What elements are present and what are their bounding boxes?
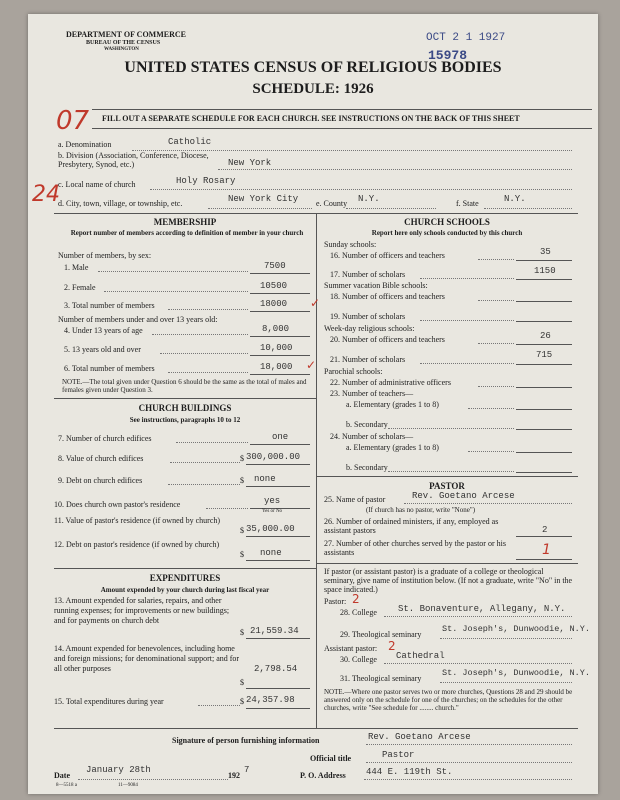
- pastor-footnote: NOTE.—Where one pastor serves two or more churches, Questions 28 and 29 should be answered only on the schedule for one of the churches; on the schedules for the other churches, write "See schedule for ........ church.": [324, 688, 573, 712]
- local-name-label: c. Local name of church: [58, 180, 136, 189]
- q7-label: 7. Number of church edifices: [58, 434, 152, 443]
- q30-value: Cathedral: [396, 651, 445, 661]
- q11-label: 11. Value of pastor's residence (if owned by church): [54, 516, 221, 525]
- q30-label: 30. College: [340, 655, 377, 664]
- official-title-label: Official title: [310, 754, 352, 763]
- q31-value: St. Joseph's, Dunwoodie, N.Y.: [442, 668, 590, 678]
- membership-footnote: NOTE.—The total given under Question 6 should be the same as the total of males and females given under Question 3.: [62, 378, 307, 394]
- q13-value: 21,559.34: [250, 626, 299, 636]
- q23a-label: a. Elementary (grades 1 to 8): [346, 400, 439, 409]
- red-annotation-2: 24: [32, 182, 60, 207]
- q27-value: 1: [542, 542, 551, 558]
- q20-label: 20. Number of officers and teachers: [330, 335, 445, 344]
- state-value: N.Y.: [504, 194, 526, 204]
- county-label: e. County: [316, 199, 348, 208]
- red-mark: 2: [388, 639, 396, 653]
- address-value: 444 E. 119th St.: [366, 767, 453, 777]
- q2-value: 10500: [260, 281, 288, 291]
- state-label: f. State: [456, 199, 479, 208]
- divider: [92, 109, 592, 110]
- buildings-title: CHURCH BUILDINGS: [138, 403, 232, 413]
- q4-label: 4. Under 13 years of age: [64, 326, 143, 335]
- divider: [92, 128, 592, 129]
- q25-hint: (If church has no pastor, write "None"): [366, 506, 476, 514]
- q24a-label: a. Elementary (grades 1 to 8): [346, 443, 439, 452]
- q17-value: 1150: [534, 266, 556, 276]
- column-divider: [316, 213, 317, 728]
- q6-label: 6. Total number of members: [64, 364, 155, 373]
- signature-label: Signature of person furnishing information: [172, 736, 320, 745]
- expenditures-title: EXPENDITURES: [149, 573, 221, 583]
- q26-value: 2: [542, 525, 548, 535]
- q27-label: 27. Number of other churches served by the pastor or his assistants: [324, 539, 506, 557]
- q1-value: 7500: [264, 261, 286, 271]
- q24b-label: b. Secondary: [346, 463, 388, 472]
- q29-label: 29. Theological seminary: [340, 630, 422, 639]
- q7-value: one: [272, 432, 289, 442]
- membership-note: Report number of members according to definition of member in your church: [70, 229, 304, 237]
- pastor-title: PASTOR: [429, 481, 465, 491]
- q12-label: 12. Debt on pastor's residence (if owned by church): [54, 540, 220, 549]
- by-sex-label: Number of members, by sex:: [58, 251, 152, 260]
- q17-label: 17. Number of scholars: [330, 270, 406, 279]
- division-value: New York: [228, 158, 272, 168]
- q29-value: St. Joseph's, Dunwoodie, N.Y.: [442, 624, 590, 634]
- age-label: Number of members under and over 13 years old:: [58, 315, 218, 324]
- weekday-label: Week-day religious schools:: [324, 324, 415, 333]
- q9-value: none: [254, 474, 276, 484]
- q19-label: 19. Number of scholars: [330, 312, 406, 321]
- q9-label: 9. Debt on church edifices: [58, 476, 143, 485]
- q22-label: 22. Number of administrative officers: [330, 378, 451, 387]
- schools-title: CHURCH SCHOOLS: [404, 217, 490, 227]
- form-subtitle: SCHEDULE: 1926: [252, 81, 374, 97]
- department-label: DEPARTMENT OF COMMERCE: [66, 30, 187, 39]
- signature-value: Rev. Goetano Arcese: [368, 732, 471, 742]
- q25-label: 25. Name of pastor: [324, 495, 386, 504]
- official-title-value: Pastor: [382, 750, 415, 760]
- q3-label: 3. Total number of members: [64, 301, 155, 310]
- denomination-label: a. Denomination: [58, 140, 112, 149]
- q2-label: 2. Female: [64, 283, 96, 292]
- q28-label: 28. College: [340, 608, 377, 617]
- q10-label: 10. Does church own pastor's residence: [54, 500, 181, 509]
- address-label: P. O. Address: [300, 771, 346, 780]
- expenditures-note: Amount expended by your church during last fiscal year: [100, 586, 270, 594]
- local-name-value: Holy Rosary: [176, 176, 236, 186]
- q14-label: 14. Amount expended for benevolences, including home and foreign missions; for denominational support; and for all other purposes: [54, 644, 240, 673]
- form-code-2: 11—9084: [118, 783, 138, 788]
- parochial-label: Parochial schools:: [324, 367, 383, 376]
- q8-label: 8. Value of church edifices: [58, 454, 144, 463]
- date-stamp: OCT 2 1 1927: [426, 32, 506, 44]
- q5-label: 5. 13 years old and over: [64, 345, 141, 354]
- city-label: WASHINGTON: [104, 47, 139, 52]
- q21-label: 21. Number of scholars: [330, 355, 406, 364]
- summer-label: Summer vacation Bible schools:: [324, 281, 428, 290]
- city-value: New York City: [228, 194, 299, 204]
- q8-value: 300,000.00: [246, 452, 301, 462]
- q13-label: 13. Amount expended for salaries, repairs, and other running expenses; for improvements or new buildings; and for payments on church debt: [54, 596, 230, 625]
- q20-value: 26: [540, 331, 551, 341]
- q16-value: 35: [540, 247, 551, 257]
- form-title: UNITED STATES CENSUS OF RELIGIOUS BODIES: [124, 59, 502, 76]
- q23-label: 23. Number of teachers—: [330, 389, 414, 398]
- q21-value: 715: [536, 350, 553, 360]
- assistant-label: Assistant pastor:: [324, 644, 378, 653]
- college-note: If pastor (or assistant pastor) is a graduate of a college or theological seminary, give name of institution below. (If not a graduate, write "No" in the space indicated.): [324, 567, 573, 594]
- q1-label: 1. Male: [64, 263, 89, 272]
- date-value: January 28th: [86, 765, 151, 775]
- division-label: b. Division (Association, Conference, Diocese, Presbytery, Synod, etc.): [58, 151, 209, 169]
- q3-value: 18000: [260, 299, 288, 309]
- bureau-label: BUREAU OF THE CENSUS: [86, 40, 161, 46]
- q12-value: none: [260, 548, 282, 558]
- schools-note: Report here only schools conducted by this church: [371, 229, 523, 237]
- denomination-value: Catholic: [168, 137, 212, 147]
- sunday-label: Sunday schools:: [324, 240, 377, 249]
- q10-value: yes: [264, 496, 281, 506]
- q23b-label: b. Secondary: [346, 420, 388, 429]
- census-schedule-form: DEPARTMENT OF COMMERCE BUREAU OF THE CENSUS WASHINGTON OCT 2 1 1927 15978 UNITED STATES CENSUS OF RELIGIOUS BODIES SCHEDULE: 1926 07 FILL OUT A SEPARATE SCHEDULE FOR EACH CHURCH. SEE INSTRUCTIONS ON THE BACK OF THIS SHEET a. Denomination Catholic b. Division (Association, Conference, Diocese, Presbytery, Synod, etc.) New York 24 c. Local name of church Holy Rosary d. City, town, village, or township, etc. New York City e. County N.Y. f. State N.Y. MEMBERSHIP Report number of members according to definition of member in your church Number of members, by sex: 1. Male 7500 2. Female 10500 3. Total number of members 18000 ✓ Number of members under and over 13 years old: 4. Under 13 years of age 8,000 5. 13 years old and over 10,000 6. Total number of members 18,000 ✓ NOTE.—The total given under Question 6 should be the same as the total of males and females given under Question 3. CHURCH BUILDINGS See instructions, paragraphs 10 to 12 7. Number of church edifices one 8. Value of church edifices $ 300,000.00 9. Debt on church edifices $ none 10. Does church own pastor's residence yes Yes or No 11. Value of pastor's residence (if owned by church) $ 35,000.00 12. Debt on pastor's residence (if owned by church) $ none EXPENDITURES Amount expended by your church during last fiscal year 13. Amount expended for salaries, repairs, and other running expenses; for improvements or new buildings; and for payments on church debt $ 21,559.34 14. Amount expended for benevolences, including home and foreign missions; for denominational support; and for all other purposes $ 2,798.54 15. Total expenditures during year $ 24,357.98 CHURCH SCHOOLS Report here only schools conducted by this church Sunday schools: 16. Number of officers and teachers 35 17. Number of scholars 1150 Summer vacation Bible schools: 18. Number of officers and teachers 19. Number of scholars Week-day religious schools: 20. Number of officers and teachers 26 21. Number of scholars 715 Parochial schools: 22. Number of administrative officers 23. Number of teachers— a. Elementary (grades 1 to 8) b. Secondary 24. Number of scholars— a. Elementary (grades 1 to 8) b. Secondary PASTOR 25. Name of pastor Rev. Goetano Arcese (If church has no pastor, write "None") 26. Number of ordained ministers, if any, employed as assistant pastors 2 27. Number of other churches served by the pastor or his assistants 1 If pastor (or assistant pastor) is a graduate of a college or theological seminary, give name of institution below. (If not a graduate, write "No" in the space indicated.) Pastor: 2 28. College St. Bonaventure, Allegany, N.Y. 29. Theological seminary St. Joseph's, Dunwoodie, N.Y. Assistant pastor: 2 30. College Cathedral 31. Theological seminary St. Joseph's, Dunwoodie, N.Y. NOTE.—Where one pastor serves two or more churches, Questions 28 and 29 should be answered only on the schedule for one of the churches; on the schedules for the other churches, write "See schedule for ........ church." Signature of person furnishing information Rev. Goetano Arcese Official title Pastor Date January 28th 192 7 P. O. Address 444 E. 119th St. 8—5518 a 11—9084: [28, 14, 598, 794]
- date-label: Date: [54, 771, 70, 780]
- q6-value: 18,000: [260, 362, 293, 372]
- red-mark: 2: [352, 592, 360, 606]
- city-label: d. City, town, village, or township, etc.: [58, 199, 183, 208]
- county-value: N.Y.: [358, 194, 380, 204]
- q15-label: 15. Total expenditures during year: [54, 697, 164, 706]
- q14-value: 2,798.54: [254, 664, 298, 674]
- q15-value: 24,357.98: [246, 695, 295, 705]
- q18-label: 18. Number of officers and teachers: [330, 292, 445, 301]
- red-check: ✓: [310, 296, 321, 310]
- q10-hint: Yes or No: [262, 509, 283, 514]
- q31-label: 31. Theological seminary: [340, 674, 422, 683]
- instruction-banner: FILL OUT A SEPARATE SCHEDULE FOR EACH CHURCH. SEE INSTRUCTIONS ON THE BACK OF THIS SHEET: [102, 114, 520, 123]
- q25-value: Rev. Goetano Arcese: [412, 491, 515, 501]
- q24-label: 24. Number of scholars—: [330, 432, 414, 441]
- red-annotation: 07: [56, 106, 90, 136]
- membership-title: MEMBERSHIP: [153, 217, 217, 227]
- form-number: 15978: [428, 48, 468, 63]
- q28-value: St. Bonaventure, Allegany, N.Y.: [398, 604, 566, 614]
- q5-value: 10,000: [260, 343, 293, 353]
- frame-bottom: [54, 728, 578, 729]
- q11-value: 35,000.00: [246, 524, 295, 534]
- q16-label: 16. Number of officers and teachers: [330, 251, 445, 260]
- q4-value: 8,000: [262, 324, 290, 334]
- year-prefix: 192: [228, 771, 240, 780]
- q26-label: 26. Number of ordained ministers, if any, employed as assistant pastors: [324, 517, 499, 535]
- red-check: ✓: [306, 358, 317, 372]
- form-code-1: 8—5518 a: [56, 783, 77, 788]
- buildings-note: See instructions, paragraphs 10 to 12: [129, 416, 241, 424]
- pastor-label: Pastor:: [324, 597, 347, 606]
- year-suffix: 7: [244, 765, 250, 775]
